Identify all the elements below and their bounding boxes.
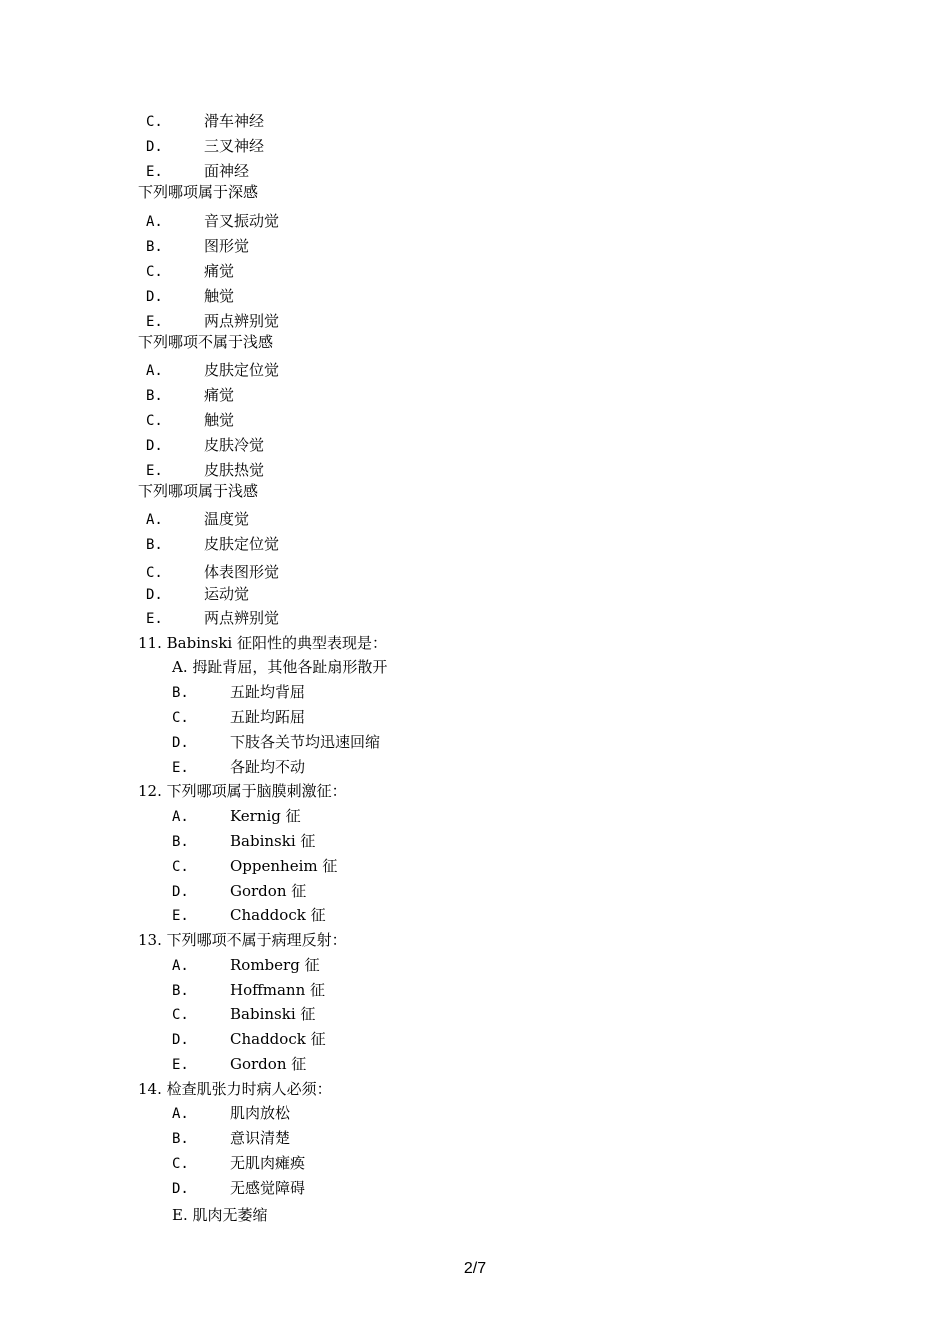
option-a: A. 皮肤定位觉 (146, 361, 280, 379)
option-d: D. Gordon 征 (172, 882, 307, 900)
question-not-shallow-sensation: 下列哪项不属于浅感 (138, 333, 274, 351)
option-c: C. Babinski 征 (172, 1005, 316, 1023)
option-c: C. 体表图形觉 (146, 563, 280, 581)
question-14: 14. 检查肌张力时病人必须： (138, 1080, 332, 1098)
option-e: E. 肌肉无萎缩 (172, 1206, 268, 1224)
option-c: C. 滑车神经 (146, 112, 265, 130)
option-a: A. 音叉振动觉 (146, 212, 280, 230)
option-a: A. 拇趾背屈，其他各趾扇形散开 (172, 658, 388, 676)
question-13: 13. 下列哪项不属于病理反射： (138, 931, 347, 949)
option-b: B. 图形觉 (146, 237, 250, 255)
option-d: D. 运动觉 (146, 585, 250, 603)
option-d: D. 下肢各关节均迅速回缩 (172, 733, 381, 751)
option-e: E. Chaddock 征 (172, 906, 326, 924)
option-c: C. 五趾均跖屈 (172, 708, 306, 726)
option-d: D. 皮肤冷觉 (146, 436, 265, 454)
option-e: E. 面神经 (146, 162, 250, 180)
option-d: D. 触觉 (146, 287, 235, 305)
option-b: B. Hoffmann 征 (172, 981, 326, 999)
option-e: E. 两点辨别觉 (146, 312, 280, 330)
question-12: 12. 下列哪项属于脑膜刺激征： (138, 782, 347, 800)
option-e: E. Gordon 征 (172, 1055, 307, 1073)
option-c: C. 无肌肉瘫痪 (172, 1154, 306, 1172)
page-number: 2/7 (463, 1260, 487, 1277)
option-d: D. 无感觉障碍 (172, 1179, 306, 1197)
option-c: C. 触觉 (146, 411, 235, 429)
option-e: E. 各趾均不动 (172, 758, 306, 776)
option-c: C. 痛觉 (146, 262, 235, 280)
option-a: A. Romberg 征 (172, 956, 320, 974)
option-b: B. 五趾均背屈 (172, 683, 306, 701)
question-11: 11. Babinski 征阳性的典型表现是： (138, 634, 388, 652)
option-e: E. 两点辨别觉 (146, 609, 280, 627)
option-d: D. 三叉神经 (146, 137, 265, 155)
option-b: B. 痛觉 (146, 386, 235, 404)
option-e: E. 皮肤热觉 (146, 461, 265, 479)
option-a: A. 肌肉放松 (172, 1104, 291, 1122)
option-b: B. Babinski 征 (172, 832, 316, 850)
option-b: B. 意识清楚 (172, 1129, 291, 1147)
option-a: A. Kernig 征 (172, 807, 301, 825)
option-b: B. 皮肤定位觉 (146, 535, 280, 553)
question-shallow-sensation: 下列哪项属于浅感 (138, 482, 259, 500)
option-c: C. Oppenheim 征 (172, 857, 338, 875)
option-d: D. Chaddock 征 (172, 1030, 326, 1048)
option-a: A. 温度觉 (146, 510, 250, 528)
question-deep-sensation: 下列哪项属于深感 (138, 183, 259, 201)
